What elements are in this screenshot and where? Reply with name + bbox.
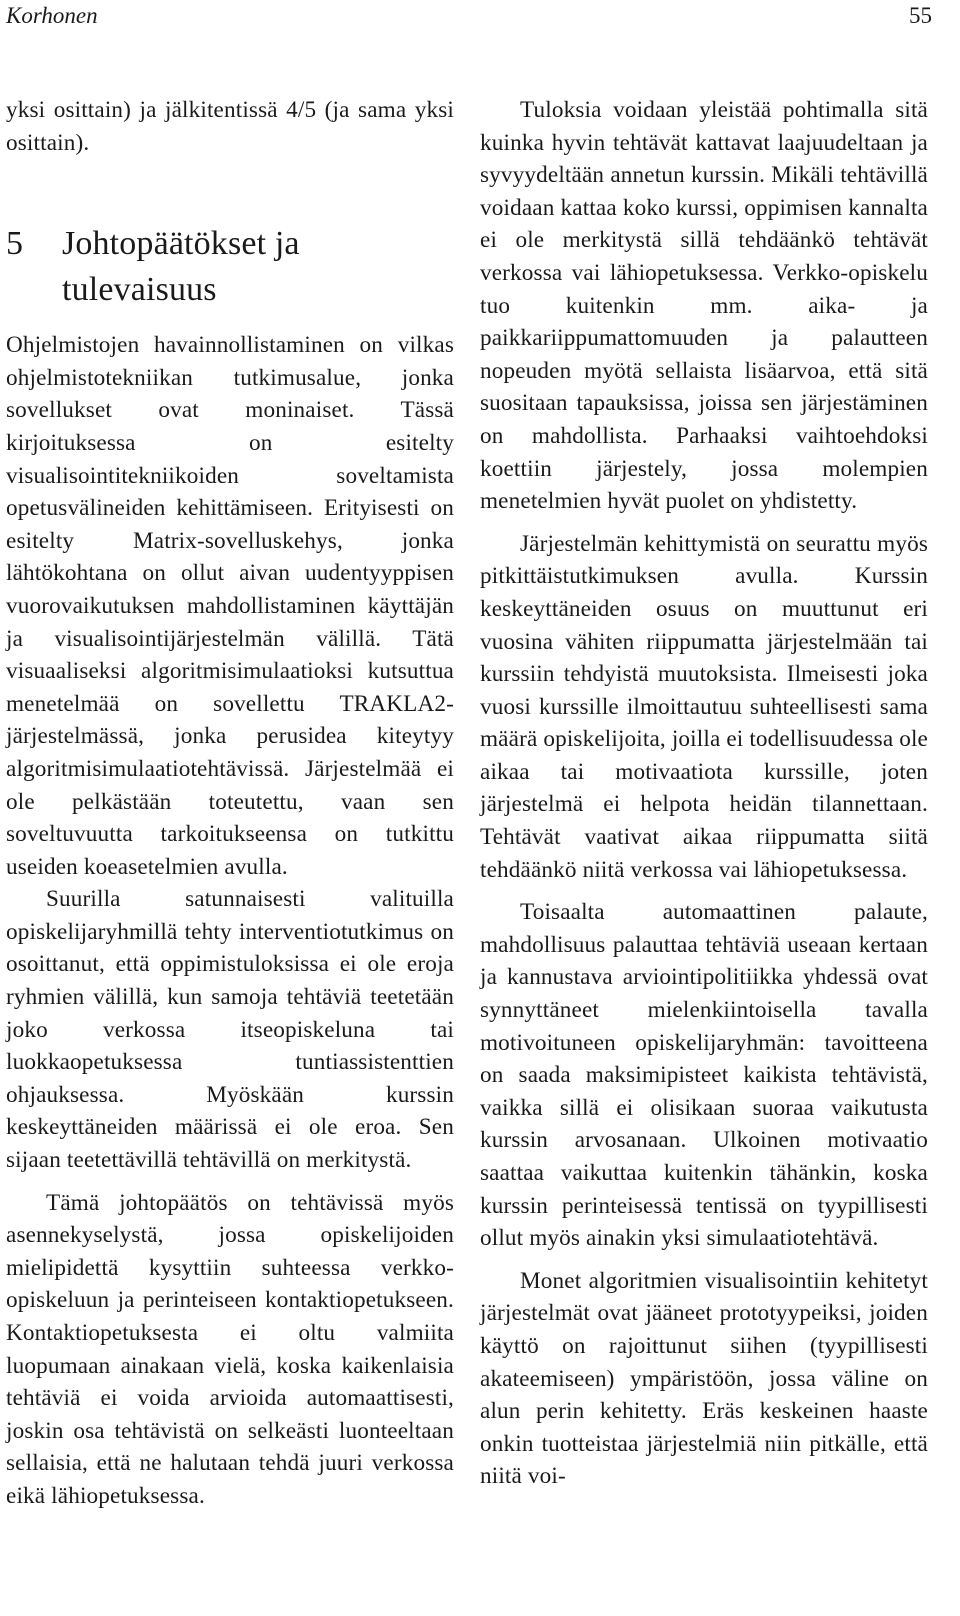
right-column <box>480 94 928 1493</box>
paragraph: Suurilla satunnaisesti valituilla opiskelijaryhmillä tehty interventiotutkimus on osoittanut, että oppimistuloksissa ei ole eroja ryhmien välillä, kun samoja tehtäviä teetetään joko verkossa itseopiskeluna tai luokkaopetuksessa tuntiassistenttien ohjauksessa. Myöskään kurssin keskeyttäneiden määrissä ei ole eroa. Sen sijaan teetettävillä tehtävillä on merkitystä. <box>6 886 454 1174</box>
paragraph: Toisaalta automaattinen palaute, mahdollisuus palauttaa tehtäviä useaan kertaan ja kannustava arviointipolitiikka yhdessä ovat synnyttäneet mielenkiintoisella tavalla motivoituneen opiskelijaryhmän: tavoitteena on saada maksimipisteet kaikista tehtävistä, vaikka sillä ei olisikaan suoraa vaikutusta kurssin arvosanaan. Ulkoinen motivaatio saattaa vaikuttaa kuitenkin tähänkin, koska kurssin perinteisessä tentissä on tyypillisesti ollut myös ainakin yksi simulaatiotehtävä. <box>480 899 928 1252</box>
page-number: 55 <box>909 3 932 28</box>
paragraph-continuation: yksi osittain) ja jälkitentissä 4/5 (ja sama yksi osittain). <box>6 97 454 156</box>
running-author: Korhonen <box>6 3 98 28</box>
paragraph: Ohjelmistojen havainnollistaminen on vilkas ohjelmistotekniikan tutkimusalue, jonka sovellukset ovat moninaiset. Tässä kirjoituksessa on esitelty visualisointitekniikoiden soveltamista opetusvälineiden kehittämiseen. Erityisesti on esitelty Matrix-sovelluskehys, jonka lähtökohtana on ollut aivan uudentyyppisen vuorovaikutuksen mahdollistaminen käyttäjän ja visualisointijärjestelmän välillä. Tätä visuaaliseksi algoritmisimulaatioksi kutsuttua menetelmää on sovellettu TRAKLA2-järjestelmässä, jonka perusidea kiteytyy algoritmisimulaatiotehtävissä. Järjestelmää ei ole pelkästään toteutettu, vaan sen soveltuvuutta tarkoitukseensa on tutkittu useiden koeasetelmien avulla. <box>6 332 454 880</box>
section-number: 5 <box>6 225 24 263</box>
running-header <box>0 0 960 40</box>
section-heading <box>6 221 454 313</box>
paragraph: Monet algoritmien visualisointiin kehitetyt järjestelmät ovat jääneet prototyypeiksi, joiden käyttö on rajoittunut siihen (tyypillisesti akateemiseen) ympäristöön, jossa väline on alun perin kehitetty. Eräs keskeinen haaste onkin tuotteistaa järjestelmiä niin pitkälle, että niitä voi- <box>480 1267 928 1490</box>
left-column <box>6 94 454 1513</box>
paragraph: Järjestelmän kehittymistä on seurattu myös pitkittäistutkimuksen avulla. Kurssin keskeyttäneiden osuus on muuttunut eri vuosina vähiten riippumatta järjestelmään tai kurssiin tehdyistä muutoksista. Ilmeisesti joka vuosi kurssille ilmoittautuu suhteellisesti sama määrä opiskelijoita, joilla ei todellisuudessa ole aikaa tai motivaatiota kurssille, joten järjestelmä ei helpota heidän tilannettaan. Tehtävät vaativat aikaa riippumatta siitä tehdäänkö niitä verkossa vai lähiopetuksessa. <box>480 530 928 883</box>
section-title: Johtopäätökset ja tulevaisuus <box>62 225 300 309</box>
paragraph: Tämä johtopäätös on tehtävissä myös asennekyselystä, jossa opiskelijoiden mielipidettä kysyttiin suhteessa verkko-opiskeluun ja perinteiseen kontaktiopetukseen. Kontaktiopetuksesta ei oltu valmiita luopumaan ainakaan vielä, koska kaikenlaisia tehtäviä ei voida arvioida automaattisesti, joskin osa tehtävistä on selkeästi luonteeltaan sellaisia, että ne halutaan tehdä juuri verkossa eikä lähiopetuksessa. <box>6 1189 454 1509</box>
paragraph: Tuloksia voidaan yleistää pohtimalla sitä kuinka hyvin tehtävät kattavat laajuudeltaan ja syvyydeltään annetun kurssin. Mikäli tehtävillä voidaan kattaa koko kurssi, oppimisen kannalta ei ole merkitystä sillä tehdäänkö tehtävät verkossa vai lähiopetuksessa. Verkko-opiskelu tuo kuitenkin mm. aika- ja paikkariippumattomuuden ja palautteen nopeuden myötä sellaista lisäarvoa, että sitä suositaan tapauksissa, joissa sen järjestäminen on mahdollista. Parhaaksi vaihtoehdoksi koettiin järjestely, jossa molempien menetelmien hyvät puolet on yhdistetty. <box>480 97 928 515</box>
